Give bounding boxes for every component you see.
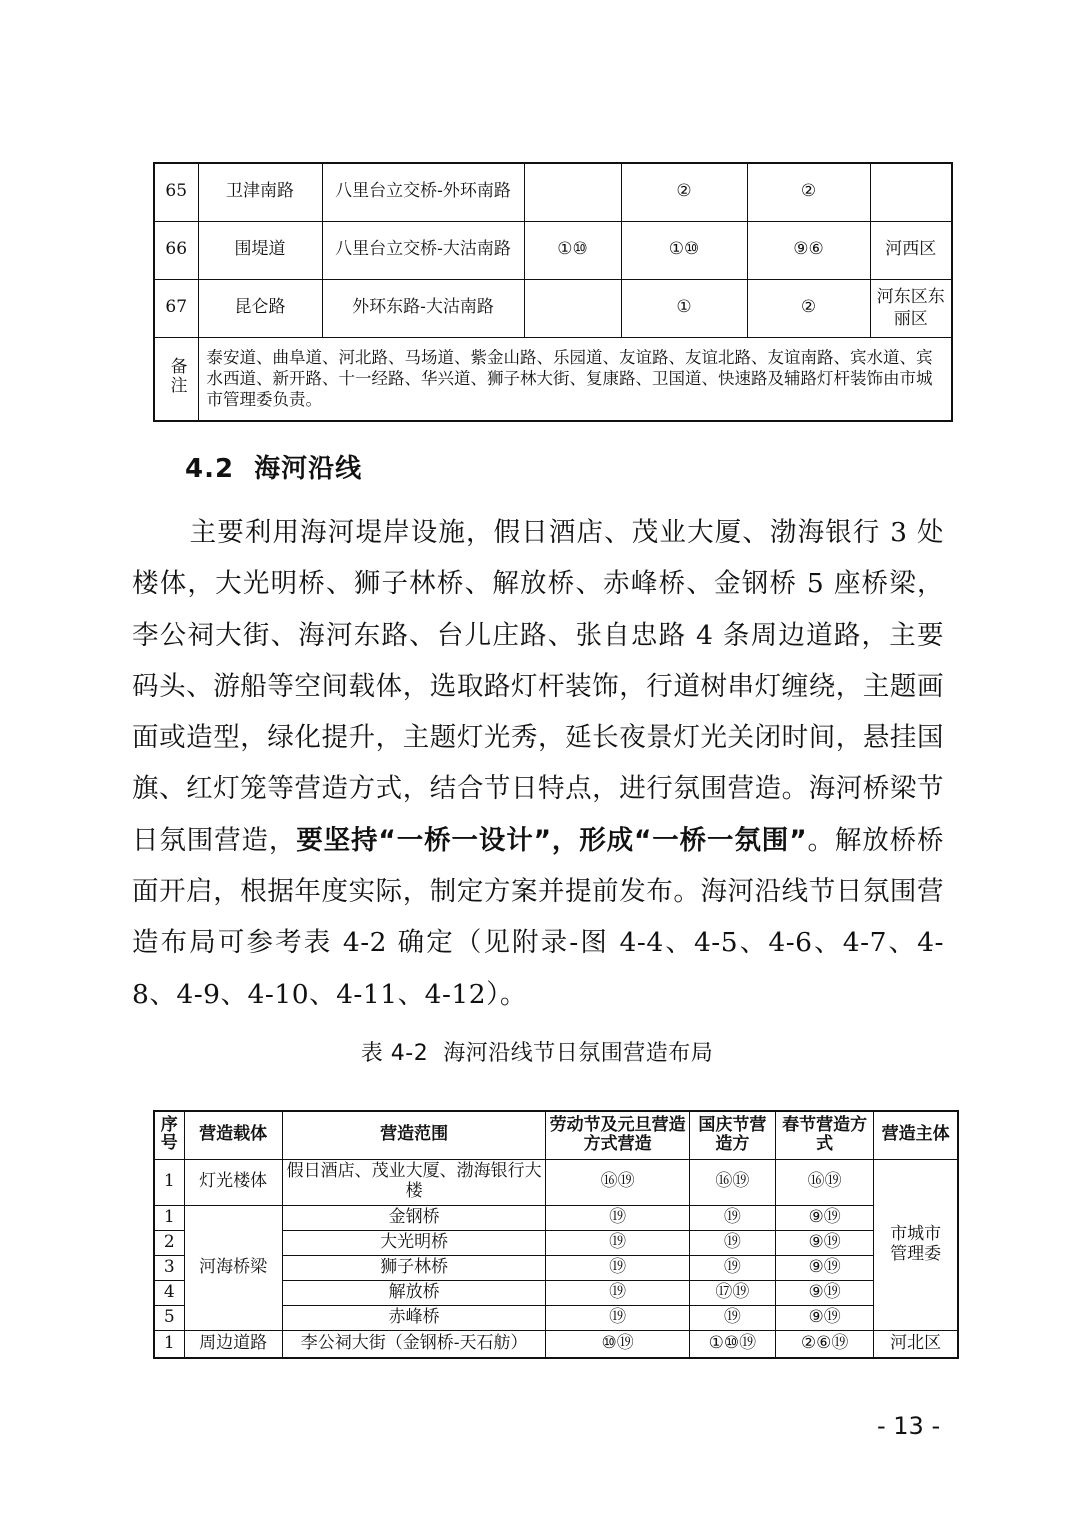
owner-cell: 河东区东丽区: [870, 279, 952, 337]
method-cell: ⑯⑲: [775, 1159, 873, 1205]
paragraph-text: 主要利用海河堤岸设施，假日酒店、茂业大厦、渤海银行 3 处楼体，大光明桥、狮子林桥、解放桥、赤峰桥、金钢桥 5 座桥梁，李公祠大街、海河东路、台儿庄路、张自忠路 4 条周边道路，主要码头、游船等空间载体，选取路灯杆装饰，行道树串灯缠绕，主题画面或造型，绿化提升，主题灯光秀，延长夜景灯光关闭时间，悬挂国旗、红灯笼等营造方式，结合节日特点，进行氛围营造。海河桥梁节日氛围营造，: [132, 517, 944, 856]
method-cell: ⑨⑲: [775, 1305, 873, 1330]
method-cell: ⑲: [689, 1305, 775, 1330]
method-cell: ⑨⑥: [747, 221, 870, 279]
road-name: 昆仑路: [198, 279, 322, 337]
table-caption: 表 4-2 海河沿线节日氛围营造布局: [360, 1041, 714, 1066]
row-number: 3: [154, 1255, 184, 1280]
row-number: 2: [154, 1230, 184, 1255]
carrier-cell: 灯光楼体: [184, 1159, 282, 1205]
range-cell: 赤峰桥: [282, 1305, 546, 1330]
method-cell: ⑯⑲: [689, 1159, 775, 1205]
method-cell: ⑰⑲: [689, 1280, 775, 1305]
range-cell: 金钢桥: [282, 1205, 546, 1230]
table-row: [154, 221, 952, 279]
row-number: 4: [154, 1280, 184, 1305]
header-owner: 营造主体: [874, 1111, 958, 1159]
method-cell: ①⑩: [621, 221, 747, 279]
note-text: 泰安道、曲阜道、河北路、马场道、紫金山路、乐园道、友谊路、友谊北路、友谊南路、宾水道、宾水西道、新开路、十一经路、华兴道、狮子林大街、复康路、卫国道、快速路及辅路灯杆装饰由市城市管理委负责。: [198, 337, 952, 421]
paragraph-emphasis: 要坚持“一桥一设计”，形成“一桥一氛围”: [296, 824, 808, 856]
method-cell: ⑯⑲: [546, 1159, 689, 1205]
owner-cell: [870, 163, 952, 221]
row-number: 65: [154, 163, 198, 221]
method-cell: [524, 279, 621, 337]
range-cell: 狮子林桥: [282, 1255, 546, 1280]
method-cell: ⑲: [689, 1205, 775, 1230]
method-cell: ⑨⑲: [775, 1205, 873, 1230]
method-cell: ②: [747, 279, 870, 337]
paragraph-text: 。解放桥桥面开启，根据年度实际，制定方案并提前发布。海河沿线节日氛围营造布局可参考表 4-2 确定（见附录-图 4-4、4-5、4-6、4-7、4-8、4-9、4-10、4-11、4-12）。: [132, 824, 944, 1010]
method-cell: ①⑩: [524, 221, 621, 279]
section-heading: 4.2 海河沿线: [185, 454, 363, 484]
method-cell: ⑨⑲: [775, 1230, 873, 1255]
table-row: [154, 1330, 958, 1358]
method-cell: ⑲: [546, 1280, 689, 1305]
row-number: 5: [154, 1305, 184, 1330]
method-cell: ⑲: [546, 1305, 689, 1330]
table-row: [154, 163, 952, 221]
range-cell: 李公祠大街（金钢桥-天石舫）: [282, 1330, 546, 1358]
table-header-row: [154, 1111, 958, 1159]
header-labor-day: 劳动节及元旦营造方式营造: [546, 1111, 689, 1159]
row-number: 1: [154, 1205, 184, 1230]
header-range: 营造范围: [282, 1111, 546, 1159]
range-cell: 大光明桥: [282, 1230, 546, 1255]
owner-cell: 市城市管理委: [874, 1159, 958, 1330]
owner-cell: 河西区: [870, 221, 952, 279]
method-cell: ⑲: [546, 1255, 689, 1280]
owner-cell: 河北区: [874, 1330, 958, 1358]
method-cell: ②: [621, 163, 747, 221]
method-cell: ⑲: [689, 1255, 775, 1280]
note-label: [154, 337, 198, 421]
festival-layout-table-continued: [153, 162, 953, 422]
table-row: [154, 1159, 958, 1205]
road-name: 围堤道: [198, 221, 322, 279]
header-no: 序号: [154, 1111, 184, 1159]
road-range: 八里台立交桥-外环南路: [322, 163, 524, 221]
method-cell: ①: [621, 279, 747, 337]
carrier-cell: 周边道路: [184, 1330, 282, 1358]
range-cell: 假日酒店、茂业大厦、渤海银行大楼: [282, 1159, 546, 1205]
method-cell: ⑲: [546, 1205, 689, 1230]
method-cell: [524, 163, 621, 221]
method-cell: ⑨⑲: [775, 1280, 873, 1305]
body-paragraph: [132, 507, 944, 1020]
page-number: - 13 -: [877, 1412, 941, 1440]
note-label-text: 备注: [166, 357, 187, 396]
road-name: 卫津南路: [198, 163, 322, 221]
row-number: 67: [154, 279, 198, 337]
method-cell: ②: [747, 163, 870, 221]
range-cell: 解放桥: [282, 1280, 546, 1305]
header-carrier: 营造载体: [184, 1111, 282, 1159]
carrier-cell: 河海桥梁: [184, 1205, 282, 1330]
table-note-row: [154, 337, 952, 421]
method-cell: ⑨⑲: [775, 1255, 873, 1280]
haihe-layout-table: [153, 1110, 959, 1359]
header-spring-festival: 春节营造方式: [775, 1111, 873, 1159]
method-cell: ②⑥⑲: [775, 1330, 873, 1358]
method-cell: ⑩⑲: [546, 1330, 689, 1358]
method-cell: ⑲: [546, 1230, 689, 1255]
table-row: [154, 1205, 958, 1230]
method-cell: ⑲: [689, 1230, 775, 1255]
table-row: [154, 279, 952, 337]
row-number: 1: [154, 1159, 184, 1205]
method-cell: ①⑩⑲: [689, 1330, 775, 1358]
road-range: 八里台立交桥-大沽南路: [322, 221, 524, 279]
row-number: 1: [154, 1330, 184, 1358]
road-range: 外环东路-大沽南路: [322, 279, 524, 337]
row-number: 66: [154, 221, 198, 279]
header-national-day: 国庆节营造方: [689, 1111, 775, 1159]
